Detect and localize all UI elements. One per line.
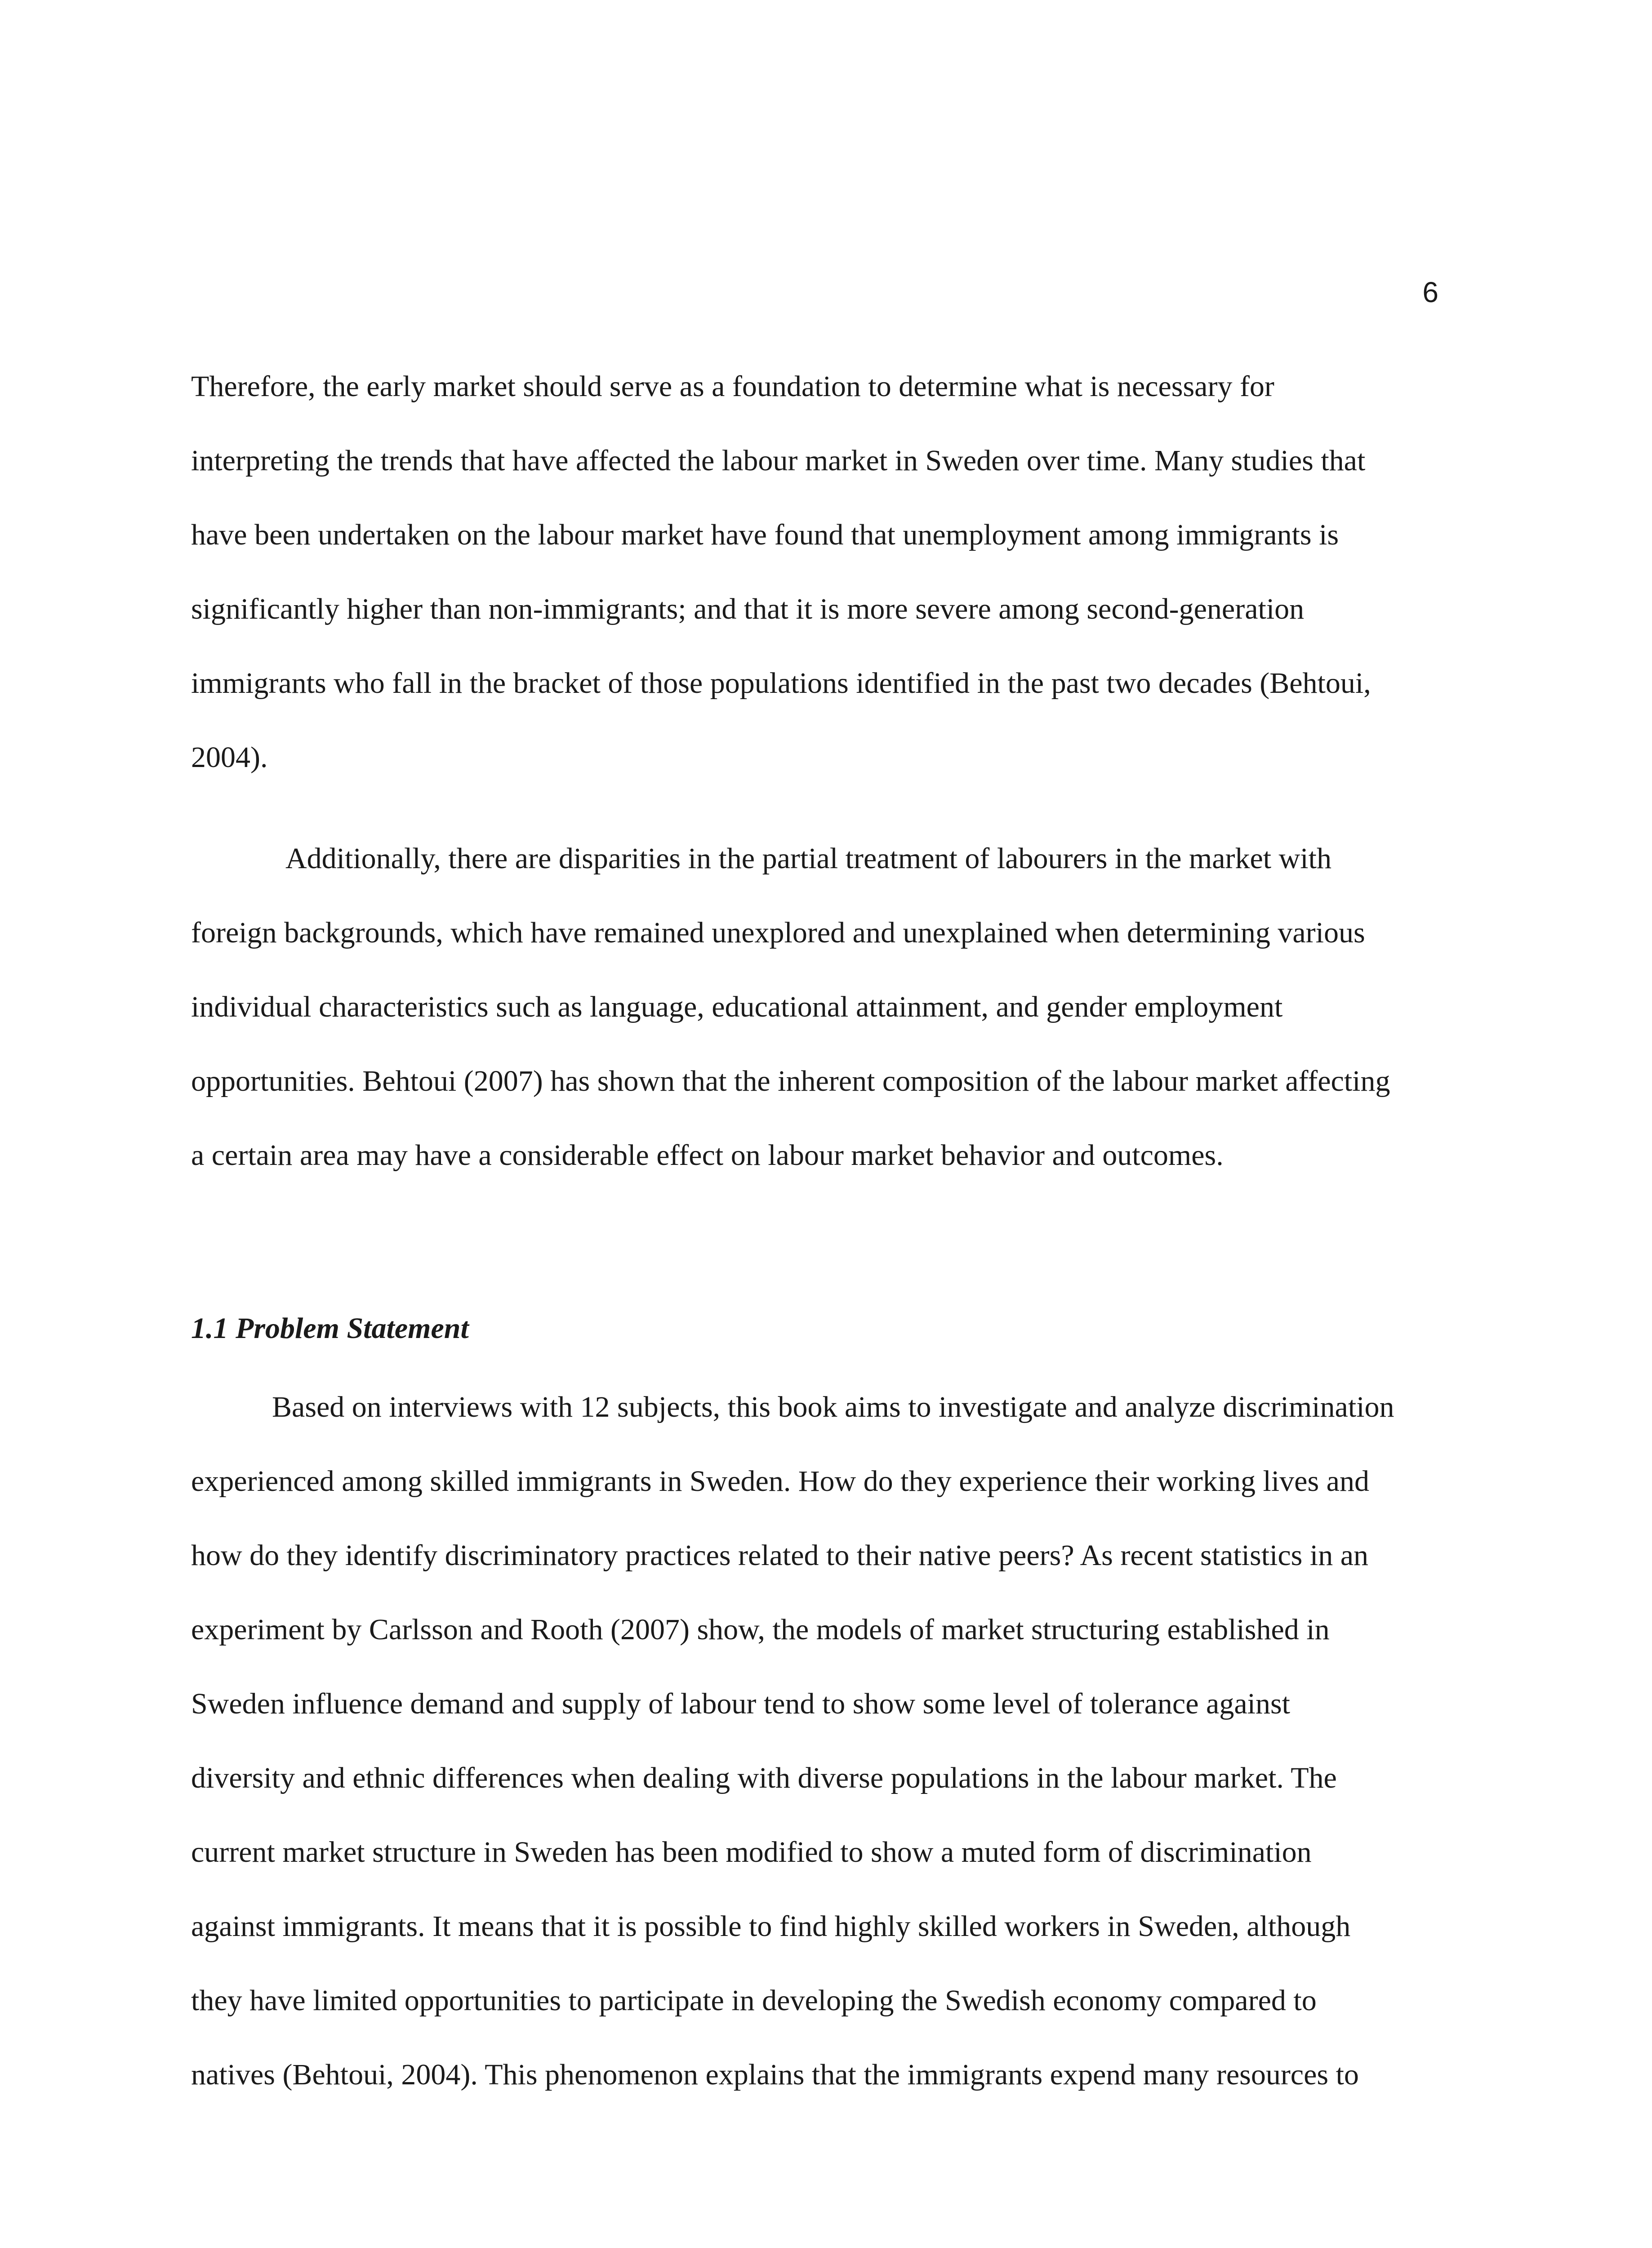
text-line: 2004). <box>191 741 268 774</box>
text-line: they have limited opportunities to participate in developing the Swedish economy compared to <box>191 1984 1317 2017</box>
text-line: immigrants who fall in the bracket of those populations identified in the past two decades (Behtoui, <box>191 667 1371 700</box>
text-line: Additionally, there are disparities in the partial treatment of labourers in the market with <box>285 842 1331 875</box>
text-line: individual characteristics such as language, educational attainment, and gender employment <box>191 990 1283 1023</box>
text-line: opportunities. Behtoui (2007) has shown that the inherent composition of the labour market affecting <box>191 1065 1390 1097</box>
text-line: a certain area may have a considerable effect on labour market behavior and outcomes. <box>191 1139 1224 1172</box>
text-line: experiment by Carlsson and Rooth (2007) show, the models of market structuring established in <box>191 1613 1330 1646</box>
text-line: against immigrants. It means that it is possible to find highly skilled workers in Sweden, although <box>191 1910 1351 1943</box>
page-number: 6 <box>1422 276 1438 308</box>
text-line: natives (Behtoui, 2004). This phenomenon explains that the immigrants expend many resources to <box>191 2058 1359 2091</box>
section-heading: 1.1 Problem Statement <box>191 1312 469 1345</box>
text-line: significantly higher than non-immigrants; and that it is more severe among second-generation <box>191 593 1305 625</box>
text-line: Sweden influence demand and supply of labour tend to show some level of tolerance against <box>191 1687 1290 1720</box>
text-line: how do they identify discriminatory practices related to their native peers? As recent statistics in an <box>191 1539 1368 1572</box>
text-line: experienced among skilled immigrants in Sweden. How do they experience their working lives and <box>191 1465 1369 1498</box>
text-line: Therefore, the early market should serve as a foundation to determine what is necessary for <box>191 370 1274 403</box>
text-line: Based on interviews with 12 subjects, this book aims to investigate and analyze discrimination <box>272 1391 1394 1423</box>
text-line: diversity and ethnic differences when dealing with diverse populations in the labour market. The <box>191 1762 1337 1794</box>
text-line: have been undertaken on the labour market have found that unemployment among immigrants is <box>191 518 1339 551</box>
text-line: foreign backgrounds, which have remained unexplored and unexplained when determining various <box>191 916 1365 949</box>
text-line: current market structure in Sweden has been modified to show a muted form of discrimination <box>191 1836 1312 1869</box>
text-line: interpreting the trends that have affected the labour market in Sweden over time. Many studies that <box>191 444 1366 477</box>
